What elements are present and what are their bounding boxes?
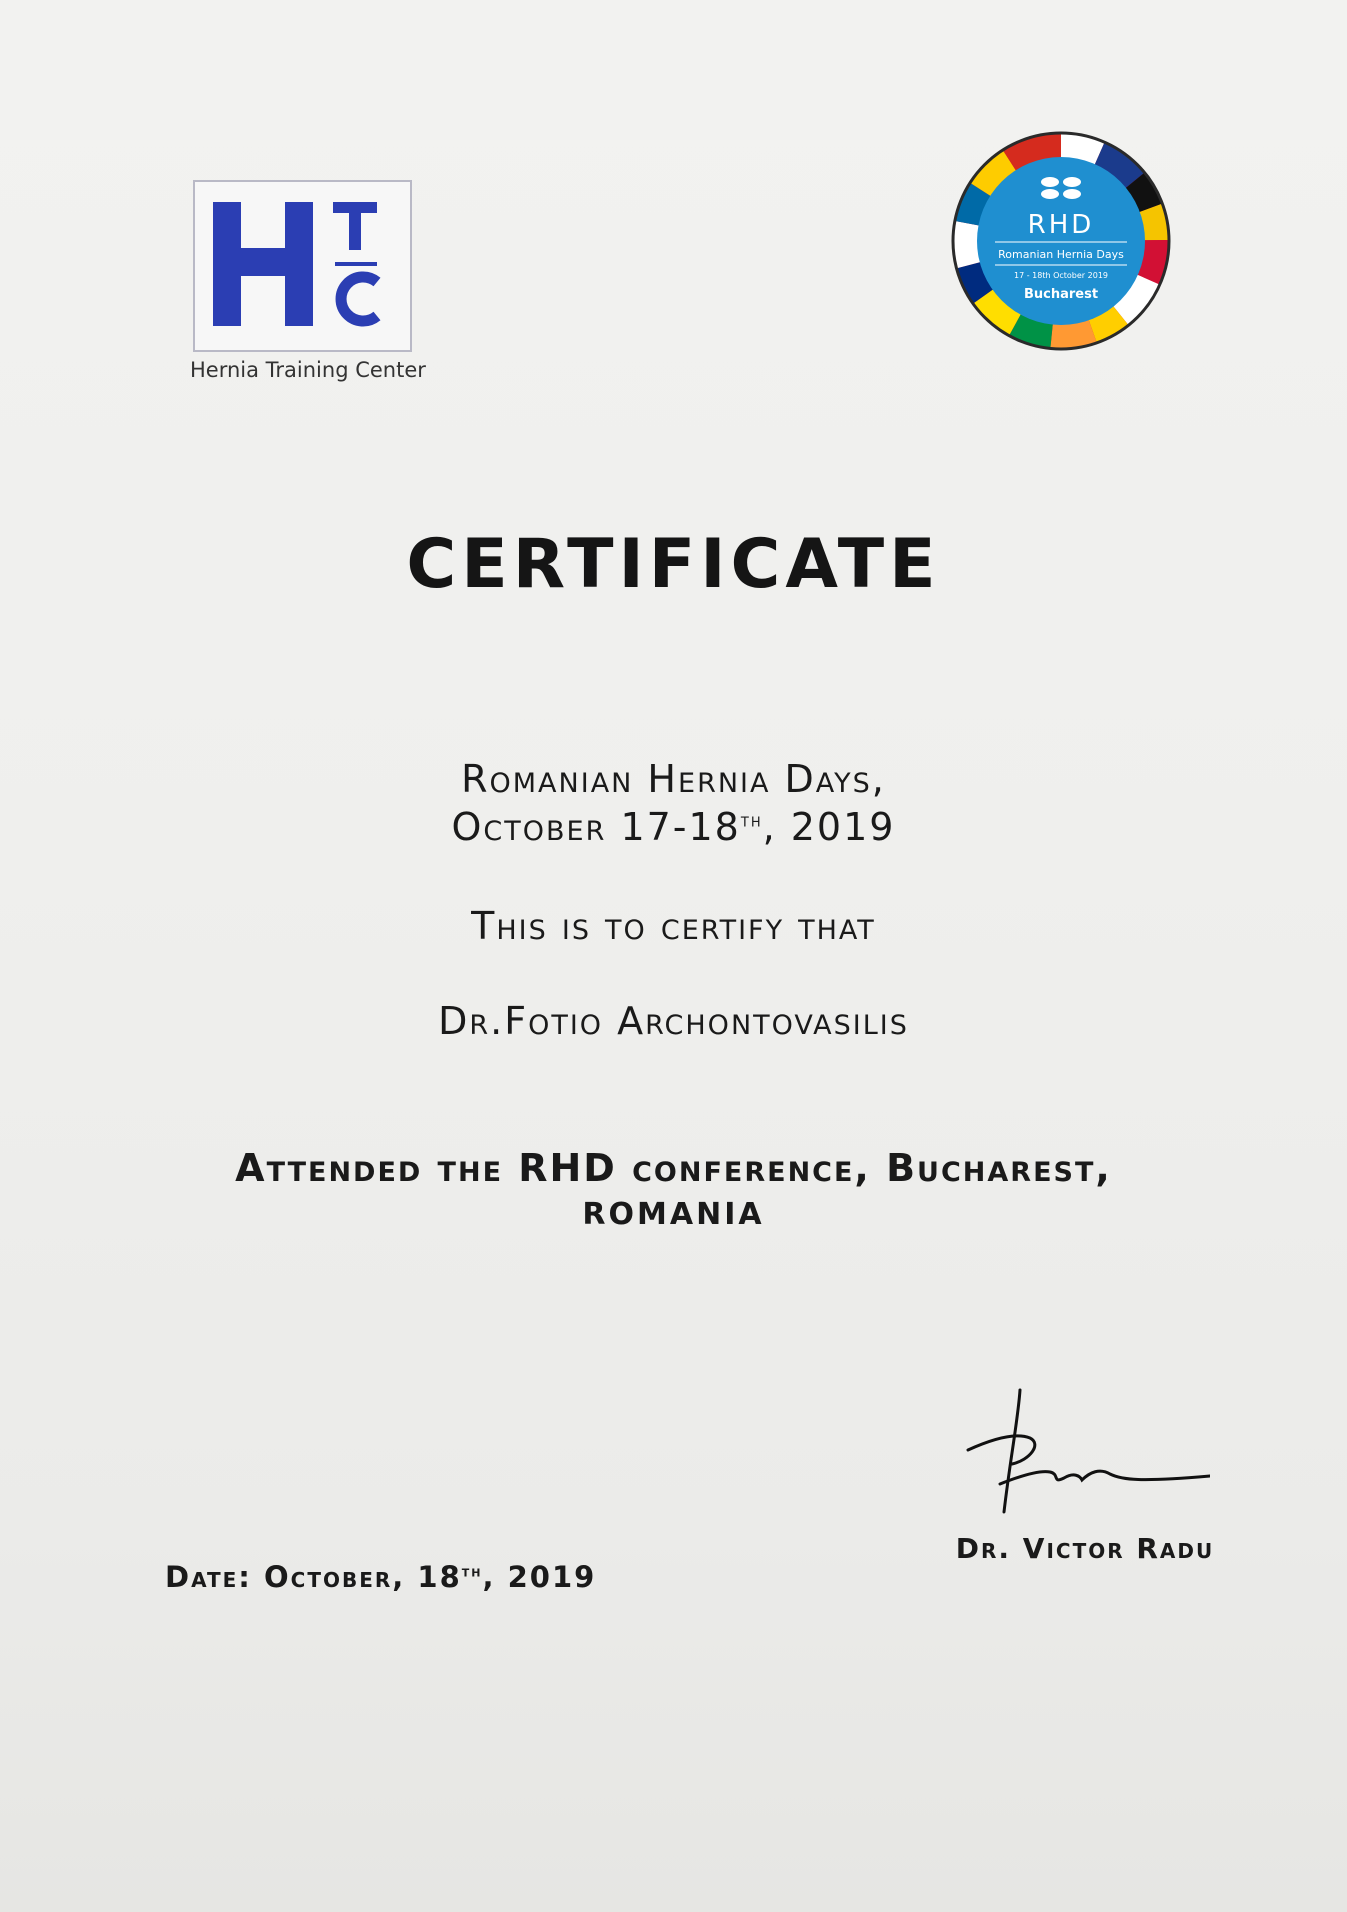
issue-date-ordinal: th	[461, 1562, 483, 1581]
certificate-title: CERTIFICATE	[406, 525, 941, 604]
handwritten-signature	[960, 1380, 1210, 1520]
issue-date	[165, 1560, 596, 1594]
attendance-country: ROMANIA	[582, 1197, 765, 1232]
recipient-name: Dr.Fotio Archontovasilis	[438, 999, 909, 1043]
rhd-city: Bucharest	[1023, 287, 1099, 302]
event-name: Romanian Hernia Days,	[461, 757, 886, 801]
event-dates-year: , 2019	[762, 805, 896, 849]
event-dates	[0, 805, 1347, 849]
issue-date-main: Date: October, 18	[165, 1560, 462, 1594]
rhd-seal-graphic	[950, 130, 1172, 352]
rhd-name: Romanian Hernia Days	[998, 248, 1124, 261]
rhd-acronym: RHD	[1027, 210, 1095, 240]
signer-name: Dr. Victor Radu	[955, 1532, 1215, 1565]
rhd-dates: 17 - 18th October 2019	[1014, 271, 1108, 280]
htc-logo	[193, 180, 412, 352]
htc-caption: Hernia Training Center	[190, 358, 426, 382]
event-dates-ordinal: th	[740, 810, 763, 832]
htc-logo-mark	[195, 182, 410, 350]
certify-statement: This is to certify that	[471, 904, 876, 948]
attendance-statement: Attended the RHD conference, Bucharest,	[235, 1146, 1112, 1190]
rhd-seal-logo	[950, 130, 1172, 352]
issue-date-year: , 2019	[482, 1560, 597, 1594]
signature-graphic	[960, 1380, 1210, 1520]
event-dates-main: October 17-18	[451, 805, 741, 849]
